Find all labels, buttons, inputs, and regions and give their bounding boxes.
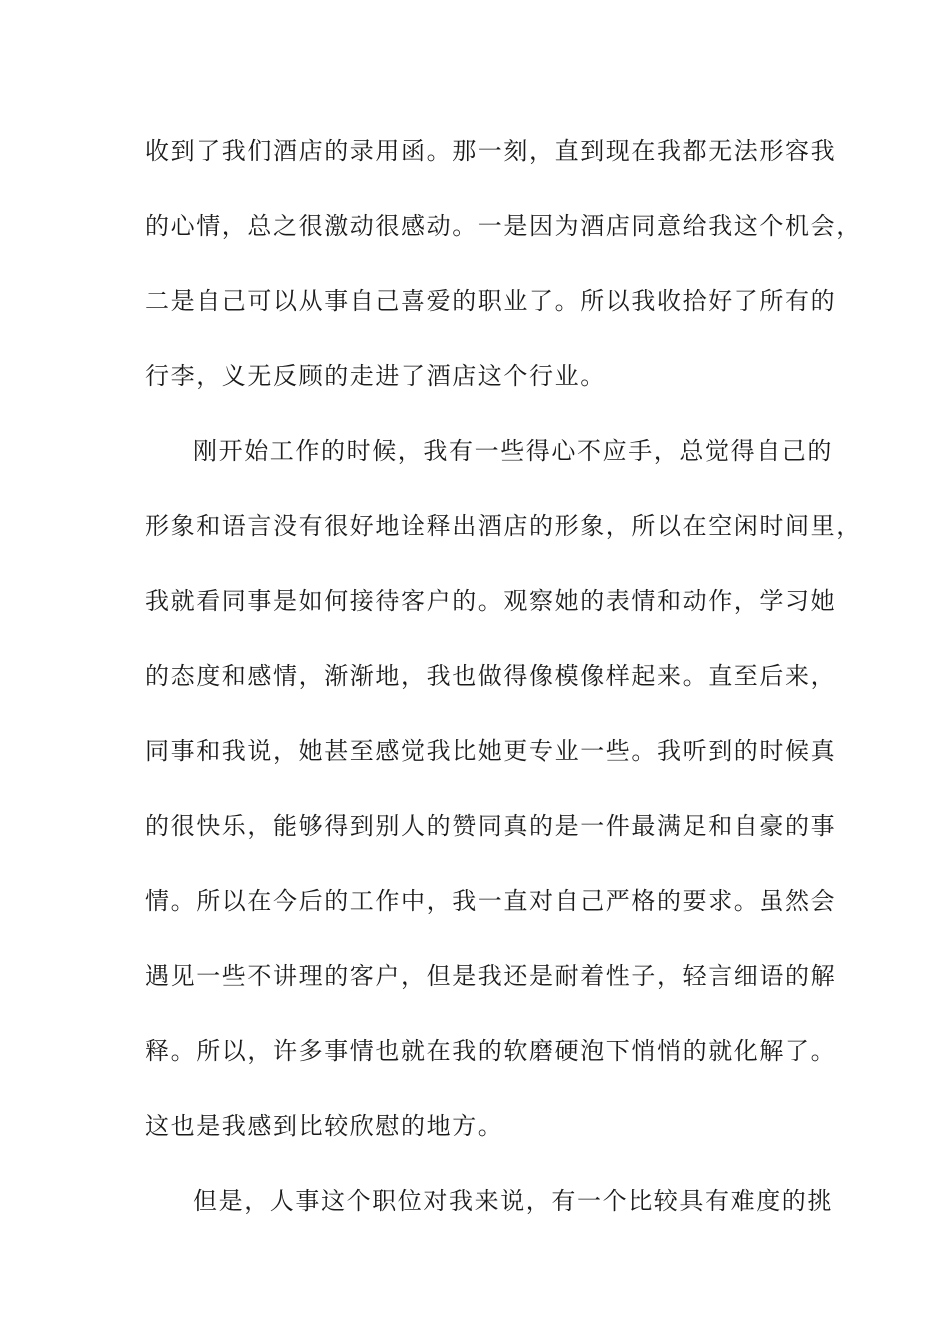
text-line: 形象和语言没有很好地诠释出酒店的形象，所以在空闲时间里， (145, 512, 862, 540)
text-line: 行李，义无反顾的走进了酒店这个行业。 (145, 362, 606, 390)
text-line: 遇见一些不讲理的客户，但是我还是耐着性子，轻言细语的解 (145, 962, 837, 990)
text-line: 同事和我说，她甚至感觉我比她更专业一些。我听到的时候真 (145, 737, 837, 765)
text-line: 情。所以在今后的工作中，我一直对自己严格的要求。虽然会 (145, 887, 837, 915)
text-line: 我就看同事是如何接待客户的。观察她的表情和动作，学习她 (145, 587, 837, 615)
paragraph-first-line: 但是，人事这个职位对我来说，有一个比较具有难度的挑 (193, 1187, 833, 1215)
text-line: 的很快乐，能够得到别人的赞同真的是一件最满足和自豪的事 (145, 812, 837, 840)
paragraph-first-line: 刚开始工作的时候，我有一些得心不应手，总觉得自己的 (193, 437, 833, 465)
text-line: 释。所以，许多事情也就在我的软磨硬泡下悄悄的就化解了。 (145, 1037, 837, 1065)
text-line: 的态度和感情，渐渐地，我也做得像模像样起来。直至后来， (145, 662, 837, 690)
text-line: 收到了我们酒店的录用函。那一刻，直到现在我都无法形容我 (145, 137, 837, 165)
text-line: 的心情，总之很激动很感动。一是因为酒店同意给我这个机会， (145, 212, 862, 240)
text-line: 二是自己可以从事自己喜爱的职业了。所以我收拾好了所有的 (145, 287, 837, 315)
text-line: 这也是我感到比较欣慰的地方。 (145, 1112, 504, 1140)
